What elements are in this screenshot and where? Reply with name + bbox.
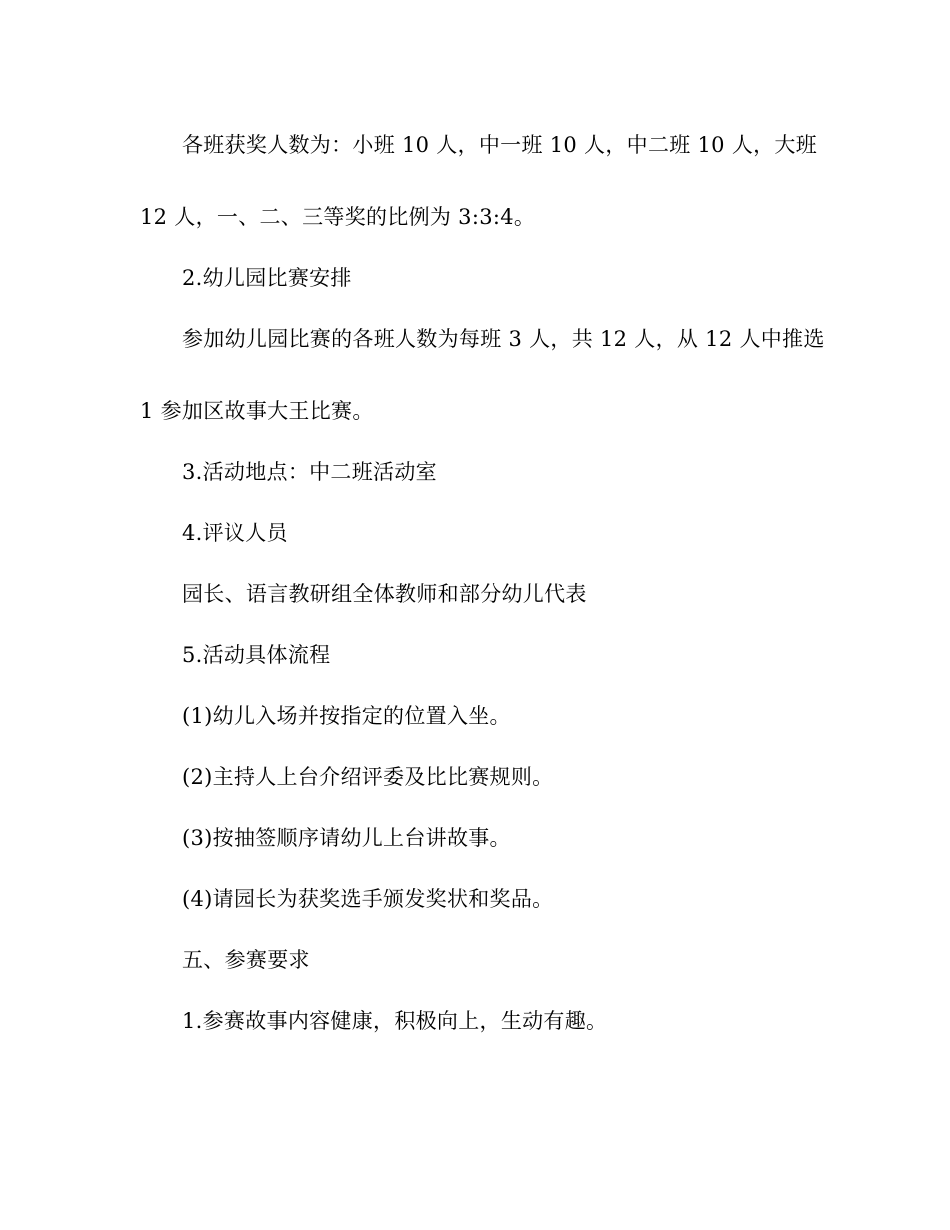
paragraph-award-counts-continued: 12 人，一、二、三等奖的比例为 3:3:4。 [140, 205, 536, 229]
procedure-step-3: (3)按抽签顺序请幼儿上台讲故事。 [182, 826, 511, 850]
procedure-step-2: (2)主持人上台介绍评委及比比赛规则。 [182, 765, 554, 789]
section-heading-venue: 3.活动地点：中二班活动室 [182, 460, 437, 484]
section-heading-kindergarten-competition: 2.幼儿园比赛安排 [182, 266, 352, 290]
paragraph-award-counts: 各班获奖人数为：小班 10 人，中一班 10 人，中二班 10 人，大班 [182, 133, 818, 157]
procedure-step-1: (1)幼儿入场并按指定的位置入坐。 [182, 704, 511, 728]
section-heading-procedure: 5.活动具体流程 [182, 643, 331, 667]
procedure-step-4: (4)请园长为获奖选手颁发奖状和奖品。 [182, 887, 554, 911]
paragraph-competition-participants: 参加幼儿园比赛的各班人数为每班 3 人，共 12 人，从 12 人中推选 [182, 327, 825, 351]
section-heading-judges: 4.评议人员 [182, 521, 288, 545]
paragraph-competition-participants-continued: 1 参加区故事大王比赛。 [140, 399, 374, 423]
section-heading-requirements: 五、参赛要求 [182, 948, 310, 972]
paragraph-judges: 园长、语言教研组全体教师和部分幼儿代表 [182, 582, 587, 606]
requirement-item-1: 1.参赛故事内容健康，积极向上，生动有趣。 [182, 1009, 608, 1033]
